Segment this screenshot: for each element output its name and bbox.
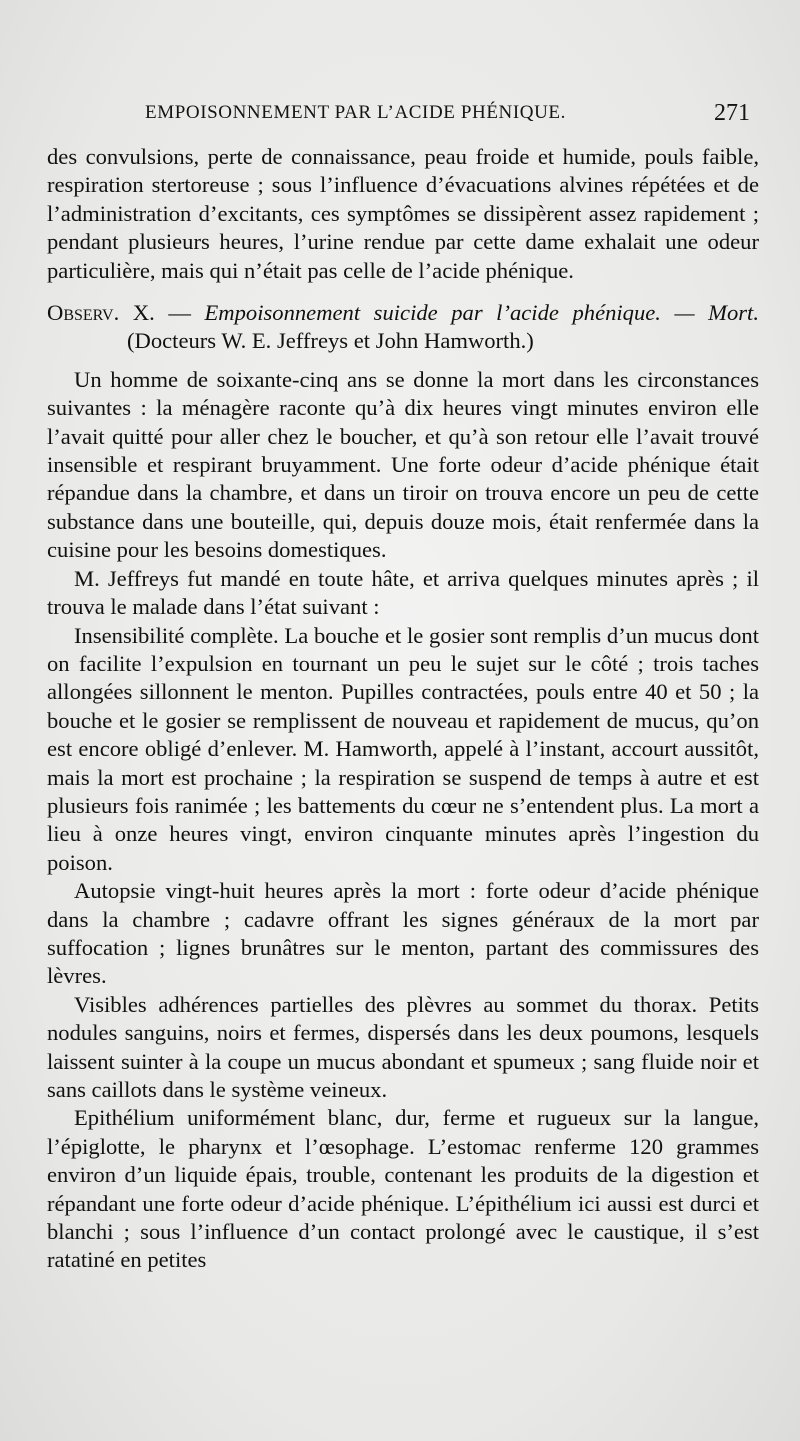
- observation-authors: (Docteurs W. E. Jeffreys et John Hamworth.): [127, 328, 534, 354]
- observation-heading: [47, 299, 759, 356]
- paragraph: Autopsie vingt-huit heures après la mort : forte odeur d’acide phénique dans la chambre ; cadavre offrant les signes généraux de la mort par suffocation ; lignes brunâtres sur le menton, partant des commissures des lèvres.: [47, 878, 759, 989]
- observation-title: Empoisonnement suicide par l’acide phénique. — Mort.: [204, 300, 759, 326]
- paragraph: Visibles adhérences partielles des plèvres au sommet du thorax. Petits nodules sanguins, noirs et fermes, dispersés dans les deux poumons, lesquels laissent suinter à la coupe un mucus abondant et spumeux ; sang fluide noir et sans caillots dans le système veineux.: [47, 991, 759, 1102]
- paragraph: Un homme de soixante-cinq ans se donne la mort dans les circonstances suivantes : la ménagère raconte qu’à dix heures vingt minutes environ elle l’avait quitté pour aller chez le boucher, et qu’à son retour elle l’avait trouvé insensible et respirant bruyamment. Une forte odeur d’acide phénique était répandue dans la chambre, et dans un tiroir on trouva encore un peu de cette substance dans une bouteille, qui, depuis douze mois, était renfermée dans la cuisine pour les besoins domestiques.: [47, 366, 759, 563]
- body-text: [47, 143, 759, 1275]
- paragraph: Insensibilité complète. La bouche et le gosier sont remplis d’un mucus dont on facilite l’expulsion en tournant un peu le sujet sur le côté ; trois taches allongées sillonnent le menton. Pupilles contractées, pouls entre 40 et 50 ; la bouche et le gosier se remplissent de nouveau et rapidement de mucus, qu’on est encore obligé d’enlever. M. Hamworth, appelé à l’instant, accourt aussitôt, mais la mort est prochaine ; la respiration se suspend de temps à autre et est plusieurs fois ranimée ; les battements du cœur ne s’entendent plus. La mort a lieu à onze heures vingt, environ cinquante minutes après l’ingestion du poison.: [47, 622, 759, 875]
- observation-label: Observ. X. —: [47, 300, 191, 326]
- paragraph-continued: des convulsions, perte de connaissance, peau froide et humide, pouls faible, respiration stertoreuse ; sous l’influence d’évacuations alvines répétées et de l’administration d’excitants, ces symptômes se dissipèrent assez rapidement ; pendant plusieurs heures, l’urine rendue par cette dame exhalait une odeur particulière, mais qui n’était pas celle de l’acide phénique.: [47, 144, 759, 283]
- paragraph: M. Jeffreys fut mandé en toute hâte, et arriva quelques minutes après ; il trouva le malade dans l’état suivant :: [47, 565, 759, 620]
- running-head: [100, 100, 750, 130]
- page-number: 271: [714, 100, 750, 126]
- paragraph: Epithélium uniformément blanc, dur, ferme et rugueux sur la langue, l’épiglotte, le pharynx et l’œsophage. L’estomac renferme 120 grammes environ d’un liquide épais, trouble, contenant les produits de la digestion et répandant une forte odeur d’acide phénique. L’épithélium ici aussi est durci et blanchi ; sous l’influence d’un contact prolongé avec le caustique, il s’est ratatiné en petites: [47, 1105, 759, 1273]
- running-title: EMPOISONNEMENT PAR L’ACIDE PHÉNIQUE.: [145, 102, 566, 123]
